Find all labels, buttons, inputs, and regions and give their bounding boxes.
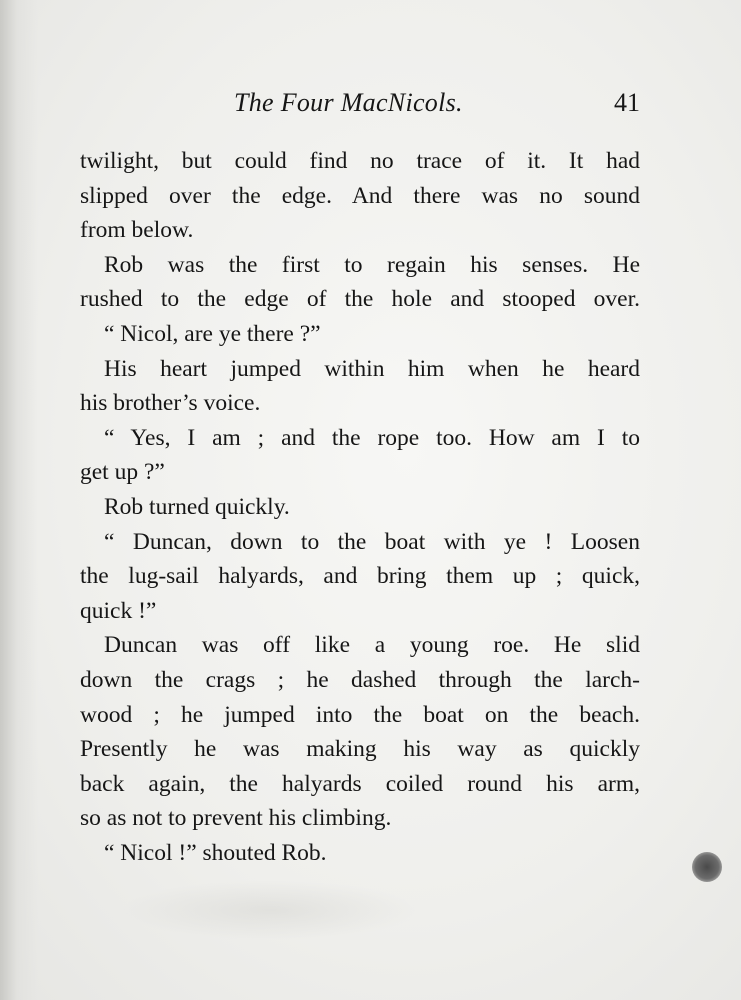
text-line: wood ; he jumped into the boat on the beach. — [80, 701, 640, 728]
text-line: His heart jumped within him when he heard — [104, 355, 640, 382]
text-line: his brother’s voice. — [80, 390, 261, 417]
text-line: slipped over the edge. And there was no sound — [80, 182, 640, 209]
text-line: “ Nicol !” shouted Rob. — [104, 839, 327, 866]
running-title: The Four MacNicols. — [234, 88, 463, 117]
text-line: “ Duncan, down to the boat with ye ! Loosen — [104, 528, 640, 555]
text-line: quick !” — [80, 597, 157, 624]
text-line: Duncan was off like a young roe. He slid — [104, 632, 640, 659]
paper-smudge — [120, 880, 420, 940]
body-text — [80, 144, 640, 870]
page-header — [80, 88, 640, 128]
text-line: back again, the halyards coiled round his arm, — [80, 770, 640, 797]
text-line: Presently he was making his way as quickly — [80, 736, 640, 763]
text-line: the lug-sail halyards, and bring them up ; quick, — [80, 563, 640, 590]
text-line: “ Nicol, are ye there ?” — [104, 320, 321, 347]
binding-shadow — [0, 0, 38, 1000]
ink-blot — [692, 852, 722, 882]
text-line: Rob turned quickly. — [104, 493, 290, 520]
text-line: “ Yes, I am ; and the rope too. How am I to — [104, 424, 640, 451]
text-line: from below. — [80, 217, 194, 244]
text-line: down the crags ; he dashed through the larch- — [80, 666, 640, 693]
text-line: get up ?” — [80, 459, 165, 486]
text-line: Rob was the first to regain his senses. He — [104, 251, 640, 278]
text-line: rushed to the edge of the hole and stooped over. — [80, 286, 640, 313]
text-line: so as not to prevent his climbing. — [80, 805, 392, 832]
text-line: twilight, but could find no trace of it. It had — [80, 148, 640, 174]
page-number: 41 — [614, 88, 640, 117]
